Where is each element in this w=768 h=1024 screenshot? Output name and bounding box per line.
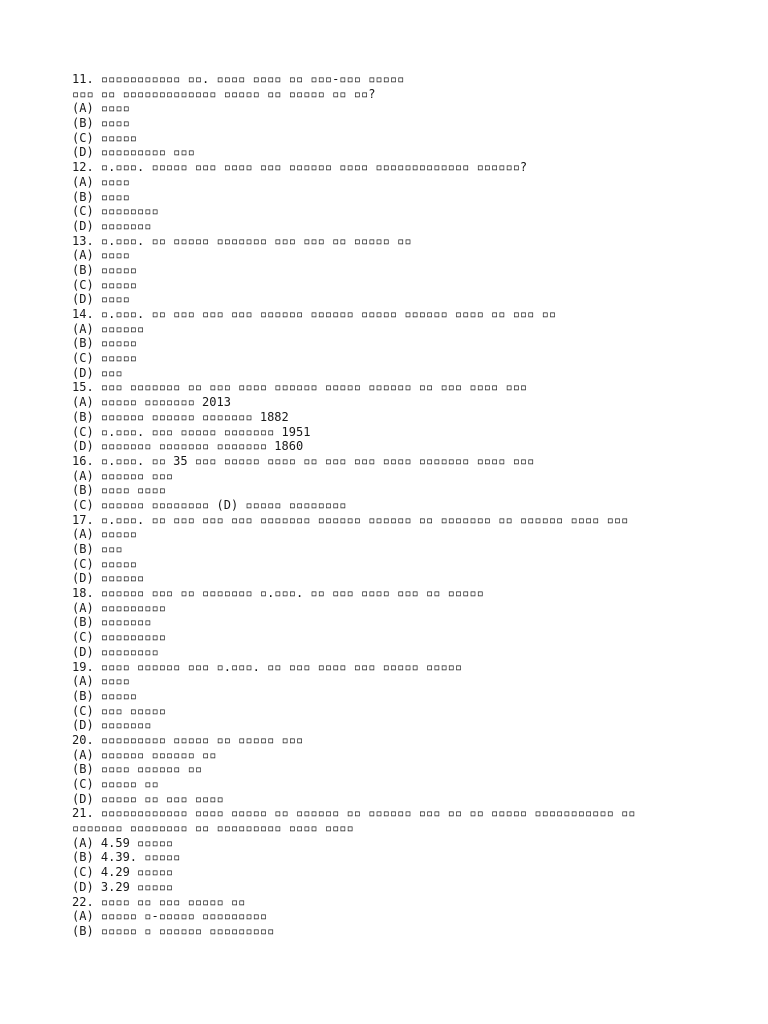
text-line: (C) ▫▫▫▫▫ <box>72 351 138 366</box>
text-line: (B) ▫▫▫▫ ▫▫▫▫▫▫ ▫▫ <box>72 762 203 777</box>
text-line: (A) ▫▫▫▫▫▫ ▫▫▫ <box>72 468 174 483</box>
text-line: (D) ▫▫▫▫ <box>72 292 130 307</box>
text-line: (A) ▫▫▫▫ <box>72 174 130 189</box>
text-line: (C) ▫.▫▫▫. ▫▫▫ ▫▫▫▫▫ ▫▫▫▫▫▫▫ 1951 <box>72 424 311 439</box>
text-line: (C) 4.29 ▫▫▫▫▫ <box>72 865 174 880</box>
text-line: (A) ▫▫▫▫ <box>72 101 130 116</box>
text-line: 20. ▫▫▫▫▫▫▫▫▫ ▫▫▫▫▫ ▫▫ ▫▫▫▫▫ ▫▫▫ <box>72 732 304 747</box>
text-line: 21. ▫▫▫▫▫▫▫▫▫▫▫▫ ▫▫▫▫ ▫▫▫▫▫ ▫▫ ▫▫▫▫▫▫ ▫▫ ▫▫▫▫▫▫ ▫▫▫ ▫▫ ▫▫ ▫▫▫▫▫ ▫▫▫▫▫▫▫▫▫▫▫ ▫▫ <box>72 806 636 821</box>
text-line: 15. ▫▫▫ ▫▫▫▫▫▫▫ ▫▫ ▫▫▫ ▫▫▫▫ ▫▫▫▫▫▫ ▫▫▫▫▫ ▫▫▫▫▫▫ ▫▫ ▫▫▫ ▫▫▫▫ ▫▫▫ <box>72 380 528 395</box>
text-line: (C) ▫▫▫▫▫ <box>72 556 138 571</box>
text-line: (D) ▫▫▫▫▫▫▫▫ <box>72 644 159 659</box>
text-line: (A) ▫▫▫▫▫▫▫▫▫ <box>72 600 166 615</box>
text-line: (B) 4.39. ▫▫▫▫▫ <box>72 850 181 865</box>
text-line: 19. ▫▫▫▫ ▫▫▫▫▫▫ ▫▫▫ ▫.▫▫▫. ▫▫ ▫▫▫ ▫▫▫▫ ▫▫▫ ▫▫▫▫▫ ▫▫▫▫▫ <box>72 659 463 674</box>
text-line: (D) ▫▫▫ <box>72 365 123 380</box>
text-line: (B) ▫▫▫▫▫▫▫ <box>72 615 152 630</box>
text-line: (D) ▫▫▫▫▫▫▫ <box>72 718 152 733</box>
text-line: (A) ▫▫▫▫ <box>72 248 130 263</box>
text-line: (A) 4.59 ▫▫▫▫▫ <box>72 835 174 850</box>
text-line: (C) ▫▫▫▫▫ <box>72 277 138 292</box>
text-line: (D) 3.29 ▫▫▫▫▫ <box>72 879 174 894</box>
text-line: 16. ▫.▫▫▫. ▫▫ 35 ▫▫▫ ▫▫▫▫▫ ▫▫▫▫ ▫▫ ▫▫▫ ▫▫▫ ▫▫▫▫ ▫▫▫▫▫▫▫ ▫▫▫▫ ▫▫▫ <box>72 453 535 468</box>
text-line: 12. ▫.▫▫▫. ▫▫▫▫▫ ▫▫▫ ▫▫▫▫ ▫▫▫ ▫▫▫▫▫▫ ▫▫▫▫ ▫▫▫▫▫▫▫▫▫▫▫▫▫ ▫▫▫▫▫▫? <box>72 160 528 175</box>
text-line: (A) ▫▫▫▫▫ ▫▫▫▫▫▫▫ 2013 <box>72 395 231 410</box>
text-line: (D) ▫▫▫▫▫▫ <box>72 571 145 586</box>
text-line: (C) ▫▫▫▫▫ ▫▫ <box>72 777 159 791</box>
text-line: (C) ▫▫▫ ▫▫▫▫▫ <box>72 703 166 718</box>
text-line: 14. ▫.▫▫▫. ▫▫ ▫▫▫ ▫▫▫ ▫▫▫ ▫▫▫▫▫▫ ▫▫▫▫▫▫ ▫▫▫▫▫ ▫▫▫▫▫▫ ▫▫▫▫ ▫▫ ▫▫▫ ▫▫ <box>72 307 557 321</box>
text-line: (C) ▫▫▫▫▫ <box>72 130 138 145</box>
text-line: 13. ▫.▫▫▫. ▫▫ ▫▫▫▫▫ ▫▫▫▫▫▫▫ ▫▫▫ ▫▫▫ ▫▫ ▫▫▫▫▫ ▫▫ <box>72 233 412 248</box>
text-line: (B) ▫▫▫ <box>72 542 123 556</box>
text-line: (D) ▫▫▫▫▫ ▫▫ ▫▫▫ ▫▫▫▫ <box>72 791 224 806</box>
text-line: (A) ▫▫▫▫▫ <box>72 527 138 542</box>
text-line: (B) ▫▫▫▫ ▫▫▫▫ <box>72 483 166 498</box>
text-line: (B) ▫▫▫▫ <box>72 116 130 131</box>
text-line: (B) ▫▫▫▫ <box>72 189 130 204</box>
text-line: 22. ▫▫▫▫ ▫▫ ▫▫▫ ▫▫▫▫▫ ▫▫ <box>72 894 246 909</box>
text-line: (A) ▫▫▫▫▫▫ ▫▫▫▫▫▫ ▫▫ <box>72 747 217 762</box>
text-line: (A) ▫▫▫▫▫▫ <box>72 321 145 336</box>
text-line: (B) ▫▫▫▫▫ <box>72 336 138 351</box>
document-page <box>72 72 722 939</box>
text-line: (A) ▫▫▫▫▫ ▫-▫▫▫▫▫ ▫▫▫▫▫▫▫▫▫ <box>72 909 268 924</box>
text-line: (A) ▫▫▫▫ <box>72 674 130 689</box>
text-line: (D) ▫▫▫▫▫▫▫ ▫▫▫▫▫▫▫ ▫▫▫▫▫▫▫ 1860 <box>72 439 304 454</box>
text-line: (C) ▫▫▫▫▫▫▫▫▫ <box>72 630 166 645</box>
text-line: (D) ▫▫▫▫▫▫▫▫▫ ▫▫▫ <box>72 145 195 160</box>
text-line: (D) ▫▫▫▫▫▫▫ <box>72 218 152 233</box>
text-line: ▫▫▫▫▫▫▫ ▫▫▫▫▫▫▫▫ ▫▫ ▫▫▫▫▫▫▫▫▫ ▫▫▫▫ ▫▫▫▫ <box>72 821 354 836</box>
text-line: ▫▫▫ ▫▫ ▫▫▫▫▫▫▫▫▫▫▫▫▫ ▫▫▫▫▫ ▫▫ ▫▫▫▫▫ ▫▫ ▫▫? <box>72 86 376 101</box>
text-line: 11. ▫▫▫▫▫▫▫▫▫▫▫ ▫▫. ▫▫▫▫ ▫▫▫▫ ▫▫ ▫▫▫-▫▫▫ ▫▫▫▫▫ <box>72 72 405 86</box>
text-line: (B) ▫▫▫▫▫ <box>72 688 138 703</box>
text-line: (B) ▫▫▫▫▫ ▫ ▫▫▫▫▫▫ ▫▫▫▫▫▫▫▫▫ <box>72 923 275 938</box>
text-line: (B) ▫▫▫▫▫▫ ▫▫▫▫▫▫ ▫▫▫▫▫▫▫ 1882 <box>72 409 289 424</box>
text-line: (C) ▫▫▫▫▫▫ ▫▫▫▫▫▫▫▫ (D) ▫▫▫▫▫ ▫▫▫▫▫▫▫▫ <box>72 497 347 512</box>
text-line: (C) ▫▫▫▫▫▫▫▫ <box>72 204 159 219</box>
text-line: 17. ▫.▫▫▫. ▫▫ ▫▫▫ ▫▫▫ ▫▫▫ ▫▫▫▫▫▫▫ ▫▫▫▫▫▫ ▫▫▫▫▫▫ ▫▫ ▫▫▫▫▫▫▫ ▫▫ ▫▫▫▫▫▫ ▫▫▫▫ ▫▫▫ <box>72 512 629 527</box>
text-line: 18. ▫▫▫▫▫▫ ▫▫▫ ▫▫ ▫▫▫▫▫▫▫ ▫.▫▫▫. ▫▫ ▫▫▫ ▫▫▫▫ ▫▫▫ ▫▫ ▫▫▫▫▫ <box>72 586 484 601</box>
text-line: (B) ▫▫▫▫▫ <box>72 262 138 277</box>
